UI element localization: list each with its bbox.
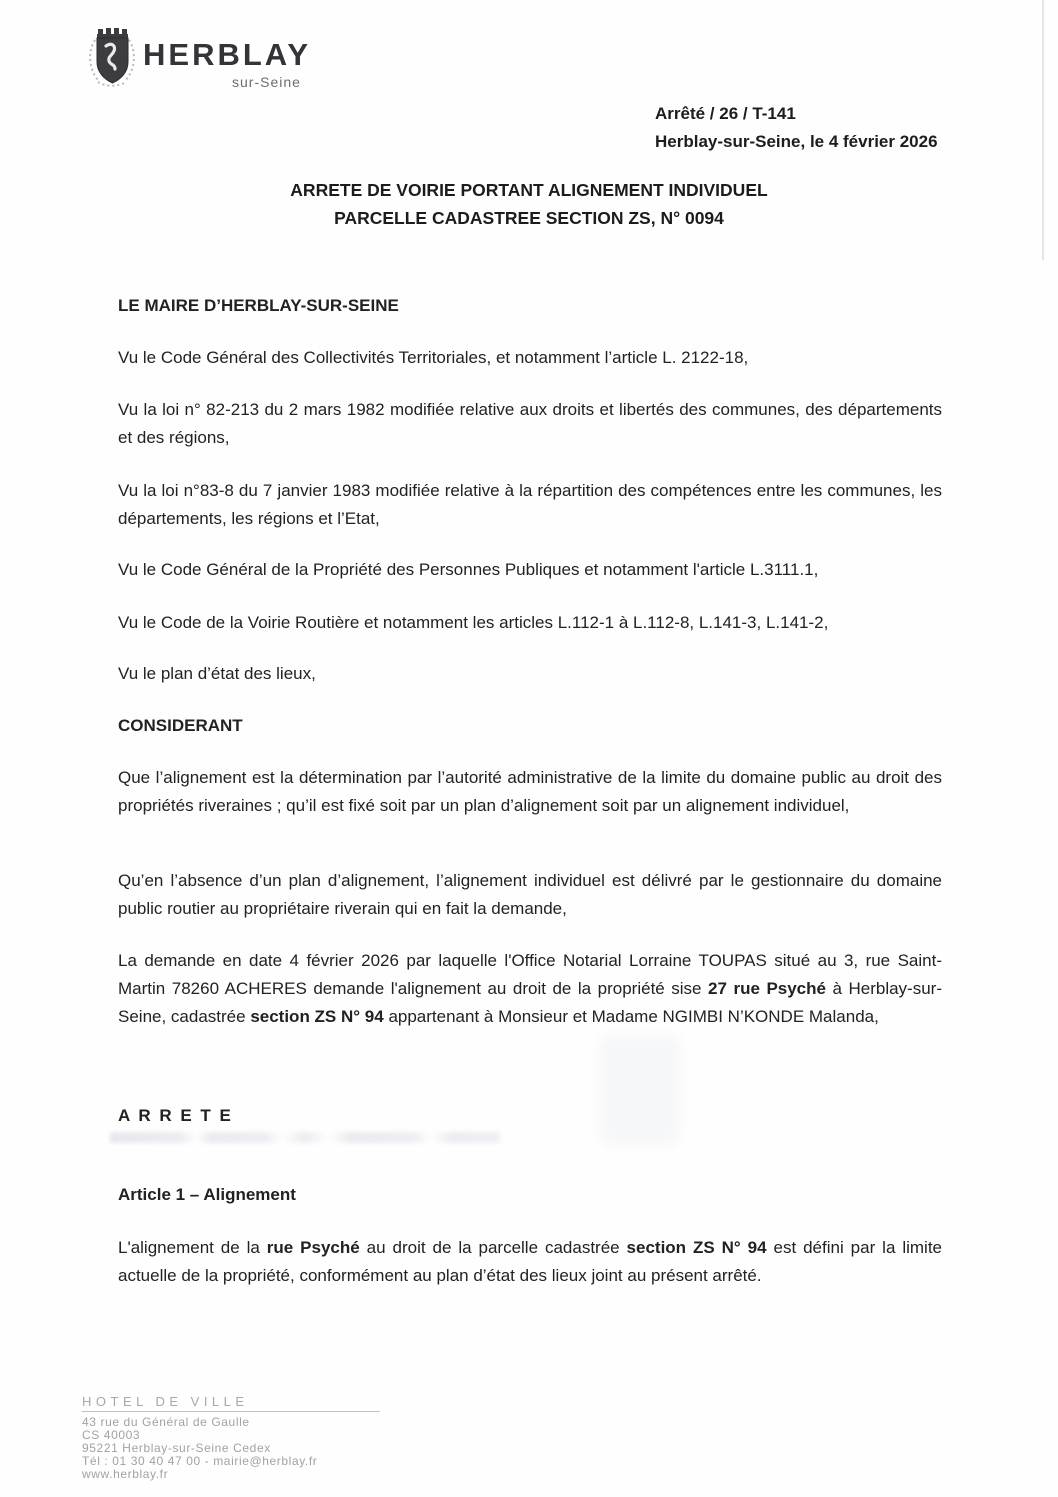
- considerant-paragraph: Que l’alignement est la détermination par l’autorité administrative de la limite du domaine public au droit des propriétés riveraines ; qu’il est fixé soit par un plan d’alignement soit par un alignement individuel,: [118, 768, 942, 815]
- footer-address-line: 95221 Herblay-sur-Seine Cedex: [82, 1441, 271, 1455]
- recital-paragraph: Vu le plan d’état des lieux,: [118, 664, 316, 683]
- logo-subtitle: sur-Seine: [232, 74, 301, 90]
- footer-contact-line: Tél : 01 30 40 47 00 - mairie@herblay.fr: [82, 1454, 318, 1468]
- scan-bleed-artifact: [600, 1035, 680, 1145]
- recital-paragraph: Vu le Code Général de la Propriété des Personnes Publiques et notamment l'article L.3111.1,: [118, 560, 819, 579]
- decree-reference-block: [655, 100, 938, 156]
- mayor-heading: LE MAIRE D’HERBLAY-SUR-SEINE: [118, 296, 399, 315]
- footer-address-line: 43 rue du Général de Gaulle: [82, 1415, 250, 1429]
- footer-title: HOTEL DE VILLE: [82, 1395, 380, 1412]
- request-paragraph: [118, 947, 942, 1031]
- article1-paragraph: [118, 1234, 942, 1290]
- decree-reference: Arrêté / 26 / T-141: [655, 104, 796, 123]
- decree-dateline: Herblay-sur-Seine, le 4 février 2026: [655, 132, 938, 151]
- town-hall-footer: [82, 1395, 380, 1481]
- footer-address-line: CS 40003: [82, 1428, 141, 1442]
- city-logo: [86, 24, 346, 99]
- arrete-heading: A R R E T E: [118, 1106, 233, 1125]
- recital-paragraph: Vu la loi n° 82-213 du 2 mars 1982 modifiée relative aux droits et libertés des communes, des départements et des régions,: [118, 400, 942, 447]
- document-title-line2: PARCELLE CADASTREE SECTION ZS, N° 0094: [334, 208, 724, 228]
- article1-text: est défini par la limite actuelle de la propriété, conformément au plan d’état des lieux joint au présent arrêté.: [118, 1238, 942, 1285]
- recital-paragraph: Vu le Code de la Voirie Routière et notamment les articles L.112-1 à L.112-8, L.141-3, L.141-2,: [118, 613, 829, 632]
- article1-text: au droit de la parcelle cadastrée: [359, 1238, 627, 1257]
- recital-paragraph: Vu le Code Général des Collectivités Territoriales, et notamment l’article L. 2122-18,: [118, 348, 749, 367]
- considerant-heading: CONSIDERANT: [118, 716, 243, 735]
- coat-of-arms-icon: [86, 26, 138, 88]
- request-text: appartenant à Monsieur et Madame NGIMBI N’KONDE Malanda,: [383, 1007, 879, 1026]
- article1-heading: Article 1 – Alignement: [118, 1185, 296, 1204]
- article1-parcel-bold: section ZS N° 94: [626, 1238, 767, 1257]
- considerant-paragraph: Qu’en l’absence d’un plan d’alignement, l’alignement individuel est délivré par le gestionnaire du domaine public routier au propriétaire riverain qui en fait la demande,: [118, 871, 942, 918]
- request-text: La demande en date 4 février 2026 par laquelle l'Office Notarial Lorraine TOUPAS situé au 3, rue Saint-Martin 78260 ACHERES demande l'alignement au droit de la propriété sise: [118, 951, 942, 998]
- article1-street-bold: rue Psyché: [266, 1238, 360, 1257]
- request-parcel-bold: section ZS N° 94: [250, 1007, 384, 1026]
- logo-city-name: HERBLAY: [143, 37, 311, 72]
- footer-website: www.herblay.fr: [82, 1467, 169, 1481]
- request-text: à Herblay-sur-Seine, cadastrée: [118, 979, 942, 1026]
- article1-text: L'alignement de la: [118, 1238, 267, 1257]
- scan-bleed-artifact: [110, 1132, 500, 1143]
- recital-paragraph: Vu la loi n°83-8 du 7 janvier 1983 modifiée relative à la répartition des compétences entre les communes, les départements, les régions et l’Etat,: [118, 481, 942, 528]
- request-address-bold: 27 rue Psyché: [708, 979, 826, 998]
- document-title-line1: ARRETE DE VOIRIE PORTANT ALIGNEMENT INDIVIDUEL: [290, 180, 768, 200]
- document-title: [0, 176, 1058, 232]
